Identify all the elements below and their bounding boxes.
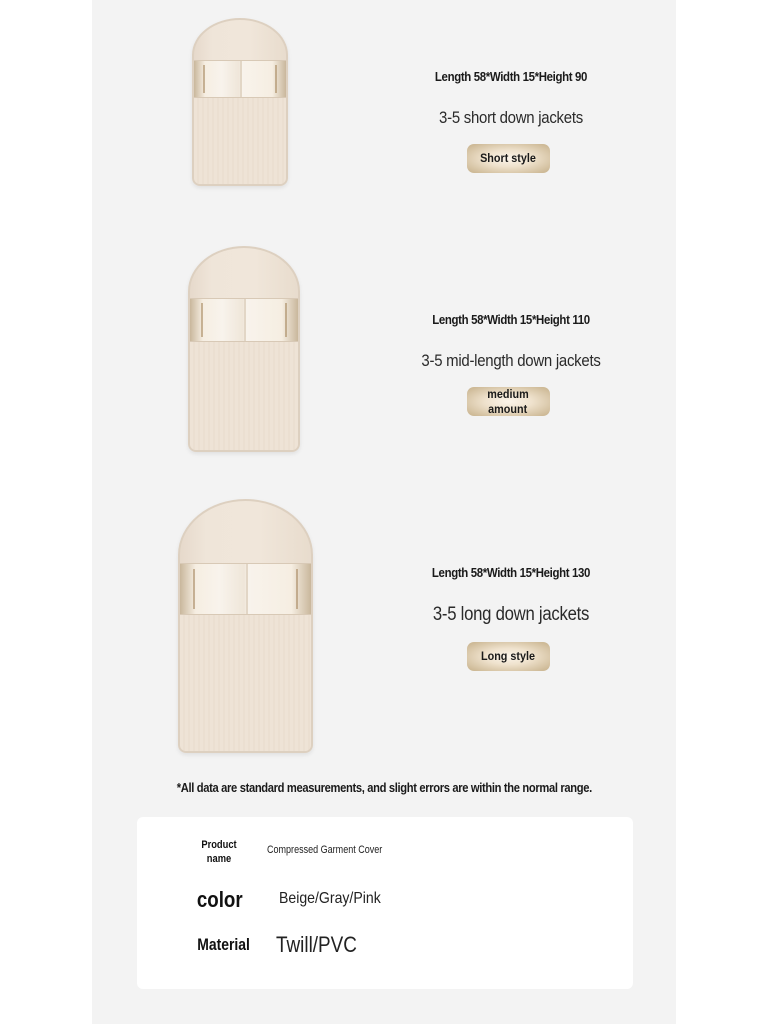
product-info-long <box>391 565 631 671</box>
color-label: color <box>196 887 243 912</box>
product-info-short <box>391 69 631 173</box>
style-tag <box>467 642 550 671</box>
product-info-medium <box>391 312 631 416</box>
style-tag-label-line1: medium <box>487 386 529 401</box>
garment-bag-short-image <box>192 18 288 186</box>
style-tag-label-line2: amount <box>488 401 528 416</box>
style-tag <box>467 144 550 173</box>
material-label: Material <box>197 935 250 954</box>
capacity-text: 3-5 mid-length down jackets <box>421 351 601 370</box>
garment-bag-long-image <box>178 499 313 753</box>
capacity-text: 3-5 short down jackets <box>439 108 583 127</box>
product-name-label: Product name <box>201 839 237 865</box>
product-name-value: Compressed Garment Cover <box>267 844 383 856</box>
garment-bag-medium-image <box>188 246 300 452</box>
dimensions-text: Length 58*Width 15*Height 110 <box>432 312 590 327</box>
style-tag-label: Short style <box>480 151 536 165</box>
style-tag-label: Long style <box>480 649 535 663</box>
color-value: Beige/Gray/Pink <box>279 890 381 907</box>
measurement-note: *All data are standard measurements, and slight errors are within the normal range. <box>176 780 592 795</box>
spec-table <box>137 817 633 989</box>
dimensions-text: Length 58*Width 15*Height 90 <box>434 69 588 84</box>
material-value: Twill/PVC <box>276 932 357 957</box>
style-tag <box>467 387 550 416</box>
capacity-text: 3-5 long down jackets <box>432 604 590 625</box>
dimensions-text: Length 58*Width 15*Height 130 <box>431 565 591 580</box>
